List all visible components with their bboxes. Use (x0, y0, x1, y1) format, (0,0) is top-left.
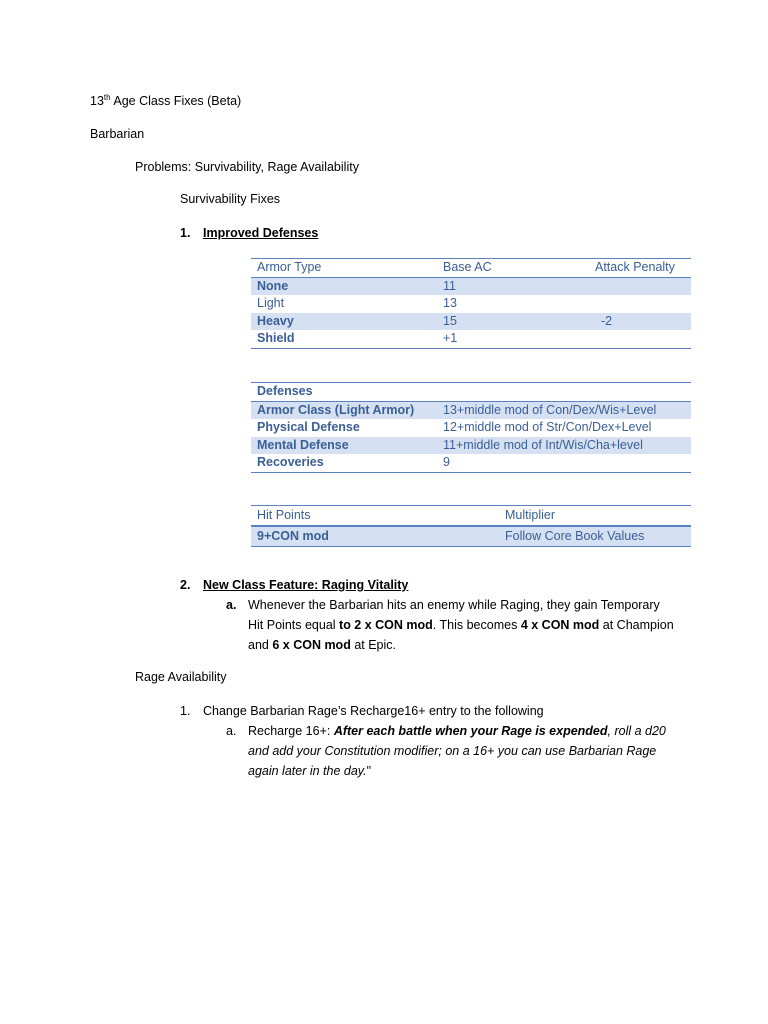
base-ac-cell: 15 (437, 313, 595, 331)
survivability-heading: Survivability Fixes (180, 192, 281, 206)
table-row (251, 454, 691, 472)
defense-formula-cell: 9 (437, 454, 691, 472)
raging-vitality-line-3 (248, 638, 396, 652)
bold-italic-run: After each battle when your Rage is expended (333, 724, 608, 738)
text-run: at Champion (599, 618, 674, 632)
defense-name-cell: Recoveries (251, 454, 437, 472)
hit-points-cell: 9+CON mod (251, 526, 499, 547)
armor-type-cell: Shield (251, 330, 437, 348)
table-row (251, 330, 691, 348)
recharge-line-3 (248, 764, 371, 778)
table-row (251, 277, 691, 295)
attack-penalty-cell (595, 277, 691, 295)
text-run: and (248, 638, 273, 652)
text-run: Hit Points equal (248, 618, 340, 632)
raging-vitality-heading: New Class Feature: Raging Vitality (203, 578, 409, 592)
defense-name-cell: Mental Defense (251, 437, 437, 455)
italic-run: again later in the day. (248, 764, 367, 778)
rage-list-number-1: 1. (180, 704, 191, 718)
defenses-table (251, 382, 691, 473)
table-row (251, 437, 691, 455)
defense-name-cell: Physical Defense (257, 420, 360, 434)
rage-sublist-marker-a: a. (226, 724, 237, 738)
col-header-hit-points: Hit Points (251, 506, 499, 527)
hit-points-table (251, 505, 691, 547)
text-run: . This becomes (432, 618, 521, 632)
armor-type-cell: Light (257, 296, 285, 310)
attack-penalty-cell: -2 (595, 313, 691, 331)
title-superscript: th (103, 92, 111, 102)
recharge-line-2: and add your Constitution modifier; on a 16+ you can use Barbarian Rage (248, 744, 657, 758)
attack-penalty-cell (595, 295, 691, 313)
defense-formula-cell: 11+middle mod of Int/Wis/Cha+level (437, 437, 691, 455)
title-number: 13 (90, 94, 104, 108)
armor-table (251, 258, 691, 349)
bold-run: 6 x CON mod (272, 638, 351, 652)
col-header-multiplier: Multiplier (499, 506, 691, 527)
table-row (251, 401, 691, 419)
sublist-marker-a: a. (226, 598, 237, 612)
text-run: Recharge 16+: (248, 724, 334, 738)
col-header-empty (437, 383, 691, 402)
raging-vitality-line-2 (248, 618, 674, 632)
text-run: at Epic. (350, 638, 397, 652)
problems-line: Problems: Survivability, Rage Availability (135, 160, 359, 174)
col-header-attack-penalty: Attack Penalty (595, 259, 691, 278)
document-title (90, 94, 241, 108)
table-row (251, 313, 691, 331)
col-header-defenses: Defenses (251, 383, 437, 402)
table-row (251, 526, 691, 547)
raging-vitality-line-1: Whenever the Barbarian hits an enemy while Raging, they gain Temporary (248, 598, 660, 612)
col-header-armor-type: Armor Type (251, 259, 437, 278)
table-row (251, 419, 691, 437)
table-header-row (251, 383, 691, 402)
armor-type-cell: None (251, 277, 437, 295)
bold-run: to 2 x CON mod (339, 618, 433, 632)
list-number-2: 2. (180, 578, 191, 592)
multiplier-cell: Follow Core Book Values (499, 526, 691, 547)
base-ac-cell: 13 (443, 296, 457, 310)
closing-quote: " (366, 764, 372, 778)
table-header-row (251, 259, 691, 278)
table-row (251, 295, 691, 313)
class-heading: Barbarian (90, 127, 145, 141)
defense-formula-cell: 12+middle mod of Str/Con/Dex+Level (443, 420, 652, 434)
table-header-row (251, 506, 691, 527)
recharge-line-1 (248, 724, 666, 738)
title-text: Age Class Fixes (Beta) (110, 94, 242, 108)
base-ac-cell: +1 (437, 330, 595, 348)
armor-type-cell: Heavy (251, 313, 437, 331)
attack-penalty-cell (595, 330, 691, 348)
list-number-1: 1. (180, 226, 191, 240)
base-ac-cell: 11 (437, 277, 595, 295)
defense-name-cell: Armor Class (Light Armor) (251, 401, 437, 419)
bold-run: 4 x CON mod (520, 618, 600, 632)
col-header-base-ac: Base AC (437, 259, 595, 278)
italic-run: , roll a d20 (607, 724, 666, 738)
improved-defenses-heading: Improved Defenses (203, 226, 319, 240)
defense-formula-cell: 13+middle mod of Con/Dex/Wis+Level (437, 401, 691, 419)
rage-availability-heading: Rage Availability (135, 670, 227, 684)
rage-item-1-text: Change Barbarian Rage’s Recharge16+ entry to the following (203, 704, 544, 718)
